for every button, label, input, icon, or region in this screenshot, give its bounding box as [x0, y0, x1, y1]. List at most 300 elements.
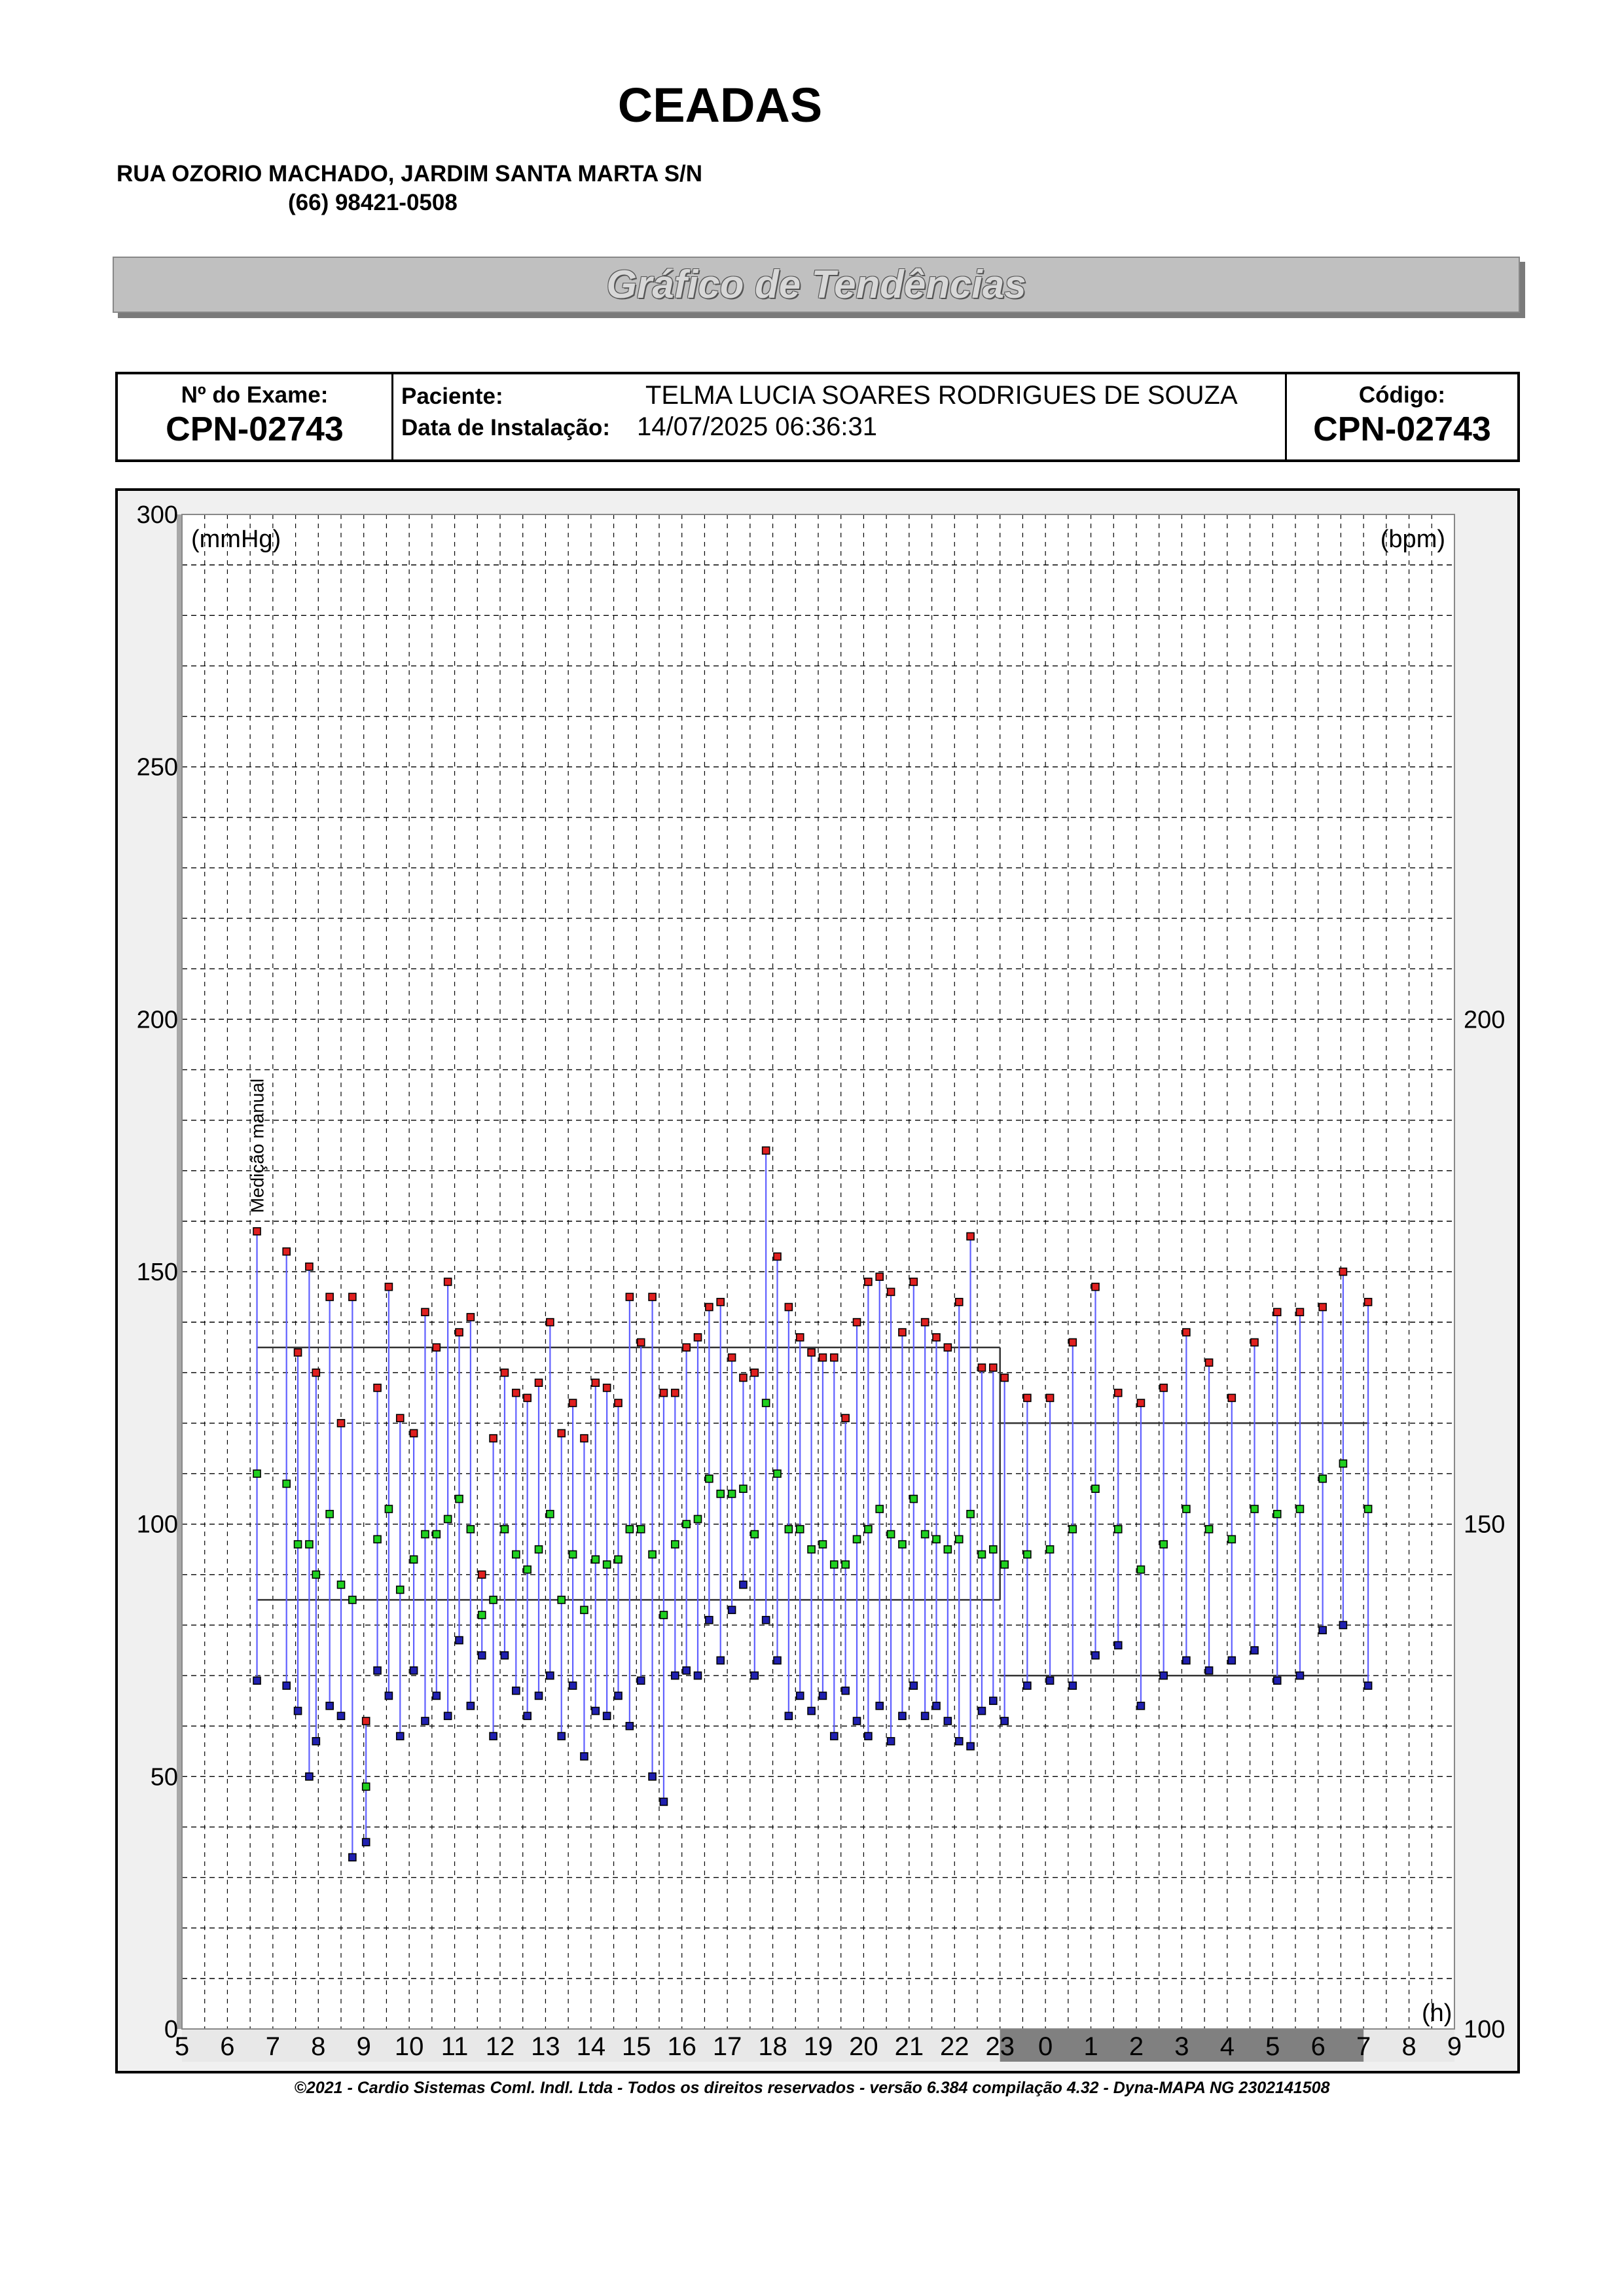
systolic-point	[363, 1717, 370, 1725]
mean-point	[1001, 1561, 1008, 1568]
systolic-point	[763, 1147, 770, 1154]
diastolic-point	[478, 1652, 486, 1659]
mean-point	[1228, 1535, 1235, 1543]
x-tick-label: 13	[531, 2032, 560, 2061]
mean-point	[306, 1541, 313, 1548]
diastolic-point	[615, 1692, 622, 1699]
trend-chart-svg	[118, 491, 1517, 2071]
diastolic-point	[967, 1743, 974, 1750]
x-tick-label: 1	[1083, 2032, 1098, 2061]
mean-point	[1137, 1566, 1144, 1573]
diastolic-point	[558, 1732, 565, 1740]
mean-point	[547, 1511, 554, 1518]
diastolic-point	[842, 1687, 849, 1695]
mean-point	[729, 1490, 736, 1498]
mean-point	[876, 1505, 883, 1513]
mean-point	[1296, 1505, 1303, 1513]
systolic-point	[547, 1319, 554, 1326]
exam-info-box	[115, 372, 1520, 462]
mean-point	[1069, 1526, 1076, 1533]
systolic-point	[933, 1334, 940, 1341]
mean-point	[1115, 1526, 1122, 1533]
left-tick-label: 300	[136, 501, 178, 529]
systolic-point	[433, 1344, 440, 1351]
systolic-point	[785, 1303, 792, 1310]
diastolic-point	[1069, 1682, 1076, 1689]
mean-point	[1274, 1511, 1281, 1518]
diastolic-point	[1339, 1621, 1346, 1628]
x-tick-label: 12	[485, 2032, 515, 2061]
x-tick-label: 22	[940, 2032, 969, 2061]
left-tick-label: 0	[164, 2016, 178, 2043]
mean-point	[967, 1511, 974, 1518]
mean-point	[1206, 1526, 1213, 1533]
systolic-point	[295, 1349, 302, 1356]
x-tick-label: 21	[894, 2032, 924, 2061]
mean-point	[374, 1535, 381, 1543]
systolic-point	[706, 1303, 713, 1310]
diastolic-point	[1274, 1677, 1281, 1684]
mean-point	[338, 1581, 345, 1588]
install-date-label: Data de Instalação:	[401, 415, 610, 440]
mean-point	[1365, 1505, 1372, 1513]
diastolic-point	[695, 1672, 702, 1679]
mean-point	[569, 1551, 577, 1558]
diastolic-point	[865, 1732, 872, 1740]
diastolic-point	[638, 1677, 645, 1684]
mean-point	[740, 1485, 747, 1492]
systolic-point	[751, 1369, 758, 1376]
x-tick-label: 9	[356, 2032, 371, 2061]
mean-point	[433, 1531, 440, 1538]
systolic-point	[1206, 1359, 1213, 1366]
mean-point	[865, 1526, 872, 1533]
mean-point	[888, 1531, 895, 1538]
mean-point	[638, 1526, 645, 1533]
systolic-point	[1160, 1384, 1167, 1391]
diastolic-point	[422, 1717, 429, 1725]
mean-point	[312, 1571, 319, 1578]
x-tick-label: 19	[803, 2032, 833, 2061]
clinic-phone: (66) 98421-0508	[288, 190, 458, 215]
mean-point	[524, 1566, 531, 1573]
diastolic-point	[944, 1717, 951, 1725]
mean-point	[501, 1526, 508, 1533]
mean-point	[1251, 1505, 1258, 1513]
systolic-point	[312, 1369, 319, 1376]
exam-number-value: CPN-02743	[166, 410, 344, 448]
diastolic-point	[363, 1839, 370, 1846]
x-tick-label: 10	[394, 2032, 424, 2061]
systolic-point	[422, 1308, 429, 1316]
install-date-value: 14/07/2025 06:36:31	[637, 412, 878, 441]
diastolic-point	[1001, 1717, 1008, 1725]
diastolic-point	[295, 1708, 302, 1715]
systolic-point	[615, 1399, 622, 1407]
systolic-point	[1069, 1338, 1076, 1346]
x-tick-label: 6	[220, 2032, 235, 2061]
diastolic-point	[933, 1702, 940, 1710]
diastolic-point	[433, 1692, 440, 1699]
left-tick-label: 250	[136, 753, 178, 781]
diastolic-point	[1206, 1667, 1213, 1674]
right-tick-label: 150	[1464, 1511, 1506, 1539]
diastolic-point	[717, 1657, 724, 1664]
mean-point	[672, 1541, 679, 1548]
systolic-point	[729, 1354, 736, 1361]
mean-point	[410, 1556, 418, 1563]
diastolic-point	[456, 1637, 463, 1644]
mean-point	[831, 1561, 838, 1568]
systolic-point	[695, 1334, 702, 1341]
mean-point	[478, 1611, 486, 1619]
systolic-point	[1274, 1308, 1281, 1316]
diastolic-point	[397, 1732, 404, 1740]
systolic-point	[922, 1319, 929, 1326]
systolic-point	[967, 1233, 974, 1240]
x-tick-label: 3	[1174, 2032, 1189, 2061]
systolic-point	[524, 1394, 531, 1401]
systolic-point	[1115, 1390, 1122, 1397]
x-tick-label: 16	[667, 2032, 696, 2061]
exam-number-label: Nº do Exame:	[181, 382, 329, 408]
clinic-address: RUA OZORIO MACHADO, JARDIM SANTA MARTA S/N	[117, 161, 703, 187]
systolic-point	[326, 1293, 333, 1300]
systolic-point	[797, 1334, 804, 1341]
diastolic-point	[797, 1692, 804, 1699]
mean-point	[819, 1541, 826, 1548]
systolic-point	[774, 1253, 781, 1260]
left-tick-label: 50	[150, 1763, 178, 1791]
diastolic-point	[444, 1712, 452, 1719]
systolic-point	[888, 1288, 895, 1295]
diastolic-point	[1251, 1647, 1258, 1654]
diastolic-point	[1319, 1626, 1326, 1634]
systolic-point	[397, 1414, 404, 1422]
diastolic-point	[978, 1708, 985, 1715]
mean-point	[1339, 1460, 1346, 1467]
mean-point	[581, 1606, 588, 1613]
systolic-point	[808, 1349, 815, 1356]
trend-chart	[115, 488, 1520, 2073]
x-tick-label: 23	[985, 2032, 1015, 2061]
diastolic-point	[326, 1702, 333, 1710]
mean-point	[326, 1511, 333, 1518]
systolic-point	[1296, 1308, 1303, 1316]
exam-number-cell	[118, 374, 393, 459]
systolic-point	[456, 1329, 463, 1336]
diastolic-point	[592, 1708, 599, 1715]
mean-point	[899, 1541, 906, 1548]
mean-point	[956, 1535, 963, 1543]
mean-point	[910, 1496, 917, 1503]
systolic-point	[1251, 1338, 1258, 1346]
x-tick-label: 8	[1401, 2032, 1416, 2061]
diastolic-point	[808, 1708, 815, 1715]
systolic-point	[626, 1293, 633, 1300]
systolic-point	[842, 1414, 849, 1422]
systolic-point	[854, 1319, 861, 1326]
x-tick-label: 2	[1128, 2032, 1144, 2061]
mean-point	[785, 1526, 792, 1533]
diastolic-point	[729, 1606, 736, 1613]
x-tick-label: 20	[849, 2032, 878, 2061]
diastolic-point	[854, 1717, 861, 1725]
diastolic-point	[763, 1617, 770, 1624]
x-tick-label: 7	[265, 2032, 280, 2061]
mean-point	[363, 1783, 370, 1790]
systolic-point	[990, 1364, 997, 1371]
diastolic-point	[1092, 1652, 1099, 1659]
diastolic-point	[490, 1732, 497, 1740]
systolic-point	[1228, 1394, 1235, 1401]
diastolic-point	[956, 1738, 963, 1745]
diastolic-point	[785, 1712, 792, 1719]
diastolic-point	[338, 1712, 345, 1719]
diastolic-point	[626, 1723, 633, 1730]
diastolic-point	[1137, 1702, 1144, 1710]
mean-point	[944, 1546, 951, 1553]
systolic-point	[944, 1344, 951, 1351]
diastolic-point	[1160, 1672, 1167, 1679]
right-axis-unit: (bpm)	[1380, 526, 1445, 553]
diastolic-point	[349, 1854, 356, 1861]
mean-point	[604, 1561, 611, 1568]
mean-point	[467, 1526, 474, 1533]
diastolic-point	[374, 1667, 381, 1674]
systolic-point	[410, 1429, 418, 1437]
right-tick-label: 100	[1464, 2016, 1506, 2043]
diastolic-point	[751, 1672, 758, 1679]
left-tick-label: 200	[136, 1006, 178, 1034]
mean-point	[649, 1551, 656, 1558]
systolic-point	[740, 1374, 747, 1381]
mean-point	[717, 1490, 724, 1498]
mean-point	[444, 1515, 452, 1522]
mean-point	[706, 1475, 713, 1482]
x-tick-label: 8	[311, 2032, 326, 2061]
left-tick-label: 150	[136, 1259, 178, 1286]
mean-point	[615, 1556, 622, 1563]
systolic-point	[910, 1278, 917, 1285]
systolic-point	[978, 1364, 985, 1371]
diastolic-point	[990, 1697, 997, 1704]
systolic-point	[569, 1399, 577, 1407]
mean-point	[283, 1480, 290, 1487]
systolic-point	[581, 1435, 588, 1442]
systolic-point	[1024, 1394, 1031, 1401]
diastolic-point	[410, 1667, 418, 1674]
x-tick-label: 9	[1447, 2032, 1462, 2061]
diastolic-point	[604, 1712, 611, 1719]
diastolic-point	[1024, 1682, 1031, 1689]
mean-point	[422, 1531, 429, 1538]
diastolic-point	[547, 1672, 554, 1679]
diastolic-point	[910, 1682, 917, 1689]
diastolic-point	[819, 1692, 826, 1699]
systolic-point	[604, 1384, 611, 1391]
diastolic-point	[312, 1738, 319, 1745]
systolic-point	[1319, 1303, 1326, 1310]
diastolic-point	[649, 1773, 656, 1780]
systolic-point	[283, 1248, 290, 1255]
x-tick-label: 18	[758, 2032, 787, 2061]
diastolic-point	[922, 1712, 929, 1719]
mean-point	[1047, 1546, 1054, 1553]
systolic-point	[638, 1338, 645, 1346]
x-tick-label: 5	[1265, 2032, 1280, 2061]
patient-name: TELMA LUCIA SOARES RODRIGUES DE SOUZA	[645, 381, 1238, 410]
mean-point	[456, 1496, 463, 1503]
patient-label: Paciente:	[401, 384, 503, 409]
diastolic-point	[740, 1581, 747, 1588]
manual-measurement-annotation: Medição manual	[247, 1078, 268, 1213]
systolic-point	[1092, 1283, 1099, 1291]
systolic-point	[672, 1390, 679, 1397]
diastolic-point	[1365, 1682, 1372, 1689]
diastolic-point	[581, 1753, 588, 1760]
diastolic-point	[888, 1738, 895, 1745]
mean-point	[922, 1531, 929, 1538]
diastolic-point	[672, 1672, 679, 1679]
diastolic-point	[513, 1687, 520, 1695]
mean-point	[1319, 1475, 1326, 1482]
systolic-point	[831, 1354, 838, 1361]
diastolic-point	[660, 1798, 667, 1805]
mean-point	[1160, 1541, 1167, 1548]
diastolic-point	[774, 1657, 781, 1664]
report-title: Gráfico de Tendências	[606, 262, 1026, 306]
systolic-point	[592, 1379, 599, 1386]
systolic-point	[649, 1293, 656, 1300]
systolic-point	[558, 1429, 565, 1437]
systolic-point	[660, 1390, 667, 1397]
diastolic-point	[1047, 1677, 1054, 1684]
systolic-point	[899, 1329, 906, 1336]
code-label: Código:	[1358, 382, 1446, 408]
diastolic-point	[706, 1617, 713, 1624]
mean-point	[842, 1561, 849, 1568]
diastolic-point	[253, 1677, 261, 1684]
systolic-point	[819, 1354, 826, 1361]
right-tick-label: 200	[1464, 1006, 1506, 1034]
x-axis-unit: (h)	[1422, 2000, 1453, 2027]
systolic-point	[1183, 1329, 1190, 1336]
mean-point	[535, 1546, 543, 1553]
mean-point	[490, 1596, 497, 1604]
mean-point	[558, 1596, 565, 1604]
diastolic-point	[876, 1702, 883, 1710]
mean-point	[253, 1470, 261, 1477]
x-tick-label: 5	[174, 2032, 190, 2061]
mean-point	[933, 1535, 940, 1543]
systolic-point	[1137, 1399, 1144, 1407]
mean-point	[990, 1546, 997, 1553]
systolic-point	[513, 1390, 520, 1397]
systolic-point	[1047, 1394, 1054, 1401]
x-tick-label: 0	[1038, 2032, 1053, 2061]
systolic-point	[501, 1369, 508, 1376]
mean-point	[349, 1596, 356, 1604]
diastolic-point	[831, 1732, 838, 1740]
systolic-point	[1001, 1374, 1008, 1381]
diastolic-point	[899, 1712, 906, 1719]
systolic-point	[490, 1435, 497, 1442]
systolic-point	[349, 1293, 356, 1300]
systolic-point	[876, 1273, 883, 1280]
left-tick-label: 100	[136, 1511, 178, 1539]
systolic-point	[444, 1278, 452, 1285]
mean-point	[1092, 1485, 1099, 1492]
systolic-point	[1339, 1268, 1346, 1276]
systolic-point	[535, 1379, 543, 1386]
mean-point	[695, 1515, 702, 1522]
mean-point	[751, 1531, 758, 1538]
diastolic-point	[501, 1652, 508, 1659]
mean-point	[626, 1526, 633, 1533]
mean-point	[854, 1535, 861, 1543]
mean-point	[1183, 1505, 1190, 1513]
mean-point	[592, 1556, 599, 1563]
systolic-point	[338, 1420, 345, 1427]
x-tick-label: 7	[1356, 2032, 1371, 2061]
patient-cell	[393, 374, 1287, 459]
systolic-point	[374, 1384, 381, 1391]
diastolic-point	[524, 1712, 531, 1719]
mean-point	[660, 1611, 667, 1619]
footer-copyright: ©2021 - Cardio Sistemas Coml. Indl. Ltda - Todos os direitos reservados - versão 6.384 compilação 4.32 - Dyna-MAPA NG 2302141508	[294, 2079, 1330, 2097]
mean-point	[797, 1526, 804, 1533]
diastolic-point	[1183, 1657, 1190, 1664]
code-cell	[1287, 374, 1517, 459]
mean-point	[1024, 1551, 1031, 1558]
diastolic-point	[1228, 1657, 1235, 1664]
x-tick-label: 11	[441, 2032, 469, 2061]
systolic-point	[478, 1571, 486, 1578]
code-value: CPN-02743	[1313, 410, 1491, 448]
systolic-point	[956, 1299, 963, 1306]
systolic-point	[1365, 1299, 1372, 1306]
mean-point	[978, 1551, 985, 1558]
mean-point	[385, 1505, 392, 1513]
x-tick-label: 17	[712, 2032, 742, 2061]
systolic-point	[253, 1228, 261, 1235]
x-tick-label: 15	[622, 2032, 651, 2061]
x-tick-label: 14	[576, 2032, 606, 2061]
diastolic-point	[569, 1682, 577, 1689]
diastolic-point	[1115, 1641, 1122, 1649]
diastolic-point	[535, 1692, 543, 1699]
report-title-bar	[113, 257, 1520, 313]
left-axis-unit: (mmHg)	[191, 526, 281, 553]
mean-point	[774, 1470, 781, 1477]
mean-point	[763, 1399, 770, 1407]
diastolic-point	[306, 1773, 313, 1780]
systolic-point	[385, 1283, 392, 1291]
diastolic-point	[385, 1692, 392, 1699]
diastolic-point	[283, 1682, 290, 1689]
mean-point	[295, 1541, 302, 1548]
systolic-point	[467, 1314, 474, 1321]
diastolic-point	[683, 1667, 690, 1674]
x-tick-label: 4	[1219, 2032, 1235, 2061]
systolic-point	[683, 1344, 690, 1351]
systolic-point	[306, 1263, 313, 1270]
x-tick-label: 6	[1310, 2032, 1326, 2061]
mean-point	[397, 1586, 404, 1593]
diastolic-point	[467, 1702, 474, 1710]
clinic-name: CEADAS	[617, 78, 823, 132]
